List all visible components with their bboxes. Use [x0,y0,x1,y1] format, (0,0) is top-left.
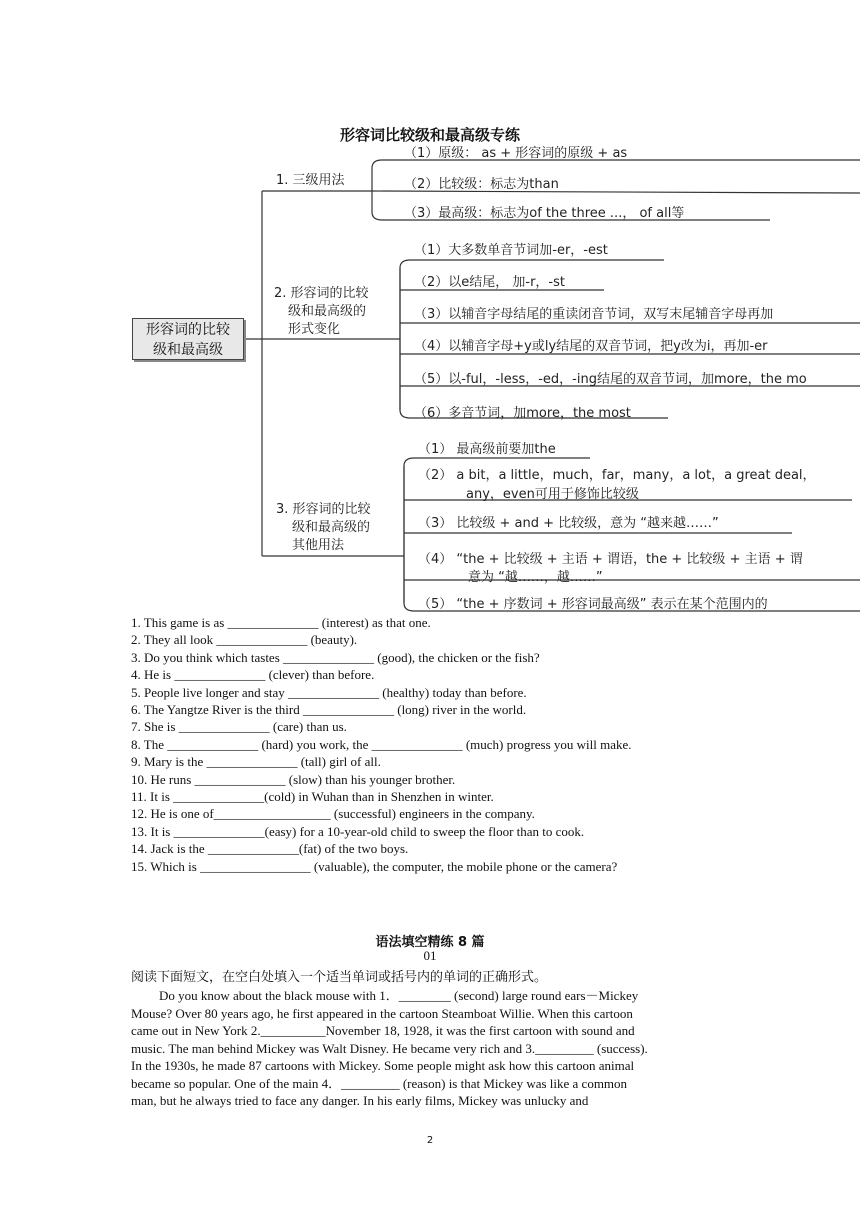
exercise-item-12: 12. He is one of__________________ (successful) engineers in the company. [131,806,535,821]
exercise-item-14: 14. Jack is the ______________(fat) of the two boys. [131,841,409,856]
exercise-item-10: 10. He runs ______________ (slow) than his younger brother. [131,772,456,787]
root-line-2: 级和最高级 [153,342,223,358]
root-line-1: 形容词的比较 [146,322,230,338]
category-2-item-5: （5）以-ful，-less，-ed，-ing结尾的双音节词，加more，the mo [414,372,807,387]
category-2-label [274,285,369,339]
category-2-item-4: （4）以辅音字母+y或ly结尾的双音节词，把y改为i，再加-er [414,339,768,354]
category-2-label-line-2: 级和最高级的 [288,304,367,319]
category-1-item-3: （3）最高级：标志为of the three ...， of all等 [404,206,685,221]
passage-line-5: In the 1930s, he made 87 cartoons with Mickey. Some people might ask how this cartoon animal [131,1058,635,1073]
category-3-item-5: （5） “the + 序数词 + 形容词最高级” 表示在某个范围内的 [418,597,768,612]
page-number: 2 [426,1135,434,1146]
passage-line-7: man, but he always tried to face any danger. In his early films, Mickey was unlucky and [131,1093,589,1108]
category-2-label-line-1: 2. 形容词的比较 [274,286,369,301]
exercise-item-4: 4. He is ______________ (clever) than before. [131,667,375,682]
category-3-item-2: （2） a bit，a little，much，far，many，a lot，a great deal， [418,468,816,483]
exercise-item-7: 7. She is ______________ (care) than us. [131,719,347,734]
exercise-item-9: 9. Mary is the ______________ (tall) girl of all. [131,754,381,769]
category-3-item-2-cont: any，even可用于修饰比较级 [466,487,639,502]
category-3-label-line-1: 3. 形容词的比较 [276,502,371,517]
category-2-item-1: （1）大多数单音节词加-er，-est [414,243,608,258]
exercise-item-11: 11. It is ______________(cold) in Wuhan than in Shenzhen in winter. [131,789,494,804]
passage-line-1: Do you know about the black mouse with 1．________ (second) large round ears－Mickey [159,988,639,1003]
section-number: 01 [423,948,437,963]
category-3-label-line-3: 其他用法 [292,538,345,553]
page-title: 形容词比较级和最高级专练 [339,126,520,144]
category-2-item-6: （6）多音节词，加more，the most [414,406,631,421]
category-3-label-line-2: 级和最高级的 [292,520,371,535]
exercise-item-1: 1. This game is as ______________ (interest) as that one. [131,615,431,630]
exercise-item-6: 6. The Yangtze River is the third ______________ (long) river in the world. [131,702,527,717]
mind-map-root [132,318,244,360]
exercise-item-2: 2. They all look ______________ (beauty). [131,632,358,647]
category-1-item-2: （2）比较级：标志为than [404,177,559,192]
category-3-item-1: （1） 最高级前要加the [418,442,556,457]
category-2-item-3: （3）以辅音字母结尾的重读闭音节词，双写末尾辅音字母再加 [414,307,774,322]
passage-line-2: Mouse? Over 80 years ago, he first appeared in the cartoon Steamboat Willie. When this cartoon [131,1006,633,1021]
category-2-item-2: （2）以e结尾， 加-r，-st [414,275,565,290]
category-3-item-4-cont: 意为 “越……，越……” [468,570,603,585]
category-1-label [276,172,345,190]
category-2-label-line-3: 形式变化 [288,322,341,337]
exercise-item-13: 13. It is ______________(easy) for a 10-year-old child to sweep the floor than to cook. [131,824,585,839]
category-1-label-line: 1. 三级用法 [276,173,345,188]
category-3-item-4: （4） “the + 比较级 + 主语 + 谓语，the + 比较级 + 主语 + 谓 [418,552,803,567]
passage-line-4: music. The man behind Mickey was Walt Disney. He became very rich and 3._________ (success). [131,1041,648,1056]
category-3-label [276,501,371,555]
exercise-item-15: 15. Which is _________________ (valuable), the computer, the mobile phone or the camera? [131,859,618,874]
passage-line-6: became so popular. One of the main 4．_________ (reason) is that Mickey was like a common [131,1076,628,1091]
section-heading: 语法填空精练 8 篇 [375,935,485,950]
exercise-item-8: 8. The ______________ (hard) you work, the ______________ (much) progress you will make. [131,737,632,752]
category-3-item-3: （3） 比较级 + and + 比较级，意为 “越来越……” [418,516,719,531]
category-1-item-1: （1）原级： as + 形容词的原级 + as [404,146,628,161]
exercise-item-3: 3. Do you think which tastes ______________ (good), the chicken or the fish? [131,650,540,665]
section-instruction: 阅读下面短文，在空白处填入一个适当单词或括号内的单词的正确形式。 [131,970,548,985]
exercise-item-5: 5. People live longer and stay ______________ (healthy) today than before. [131,685,527,700]
passage-line-3: came out in New York 2.__________November 18, 1928, it was the first cartoon with sound and [131,1023,635,1038]
